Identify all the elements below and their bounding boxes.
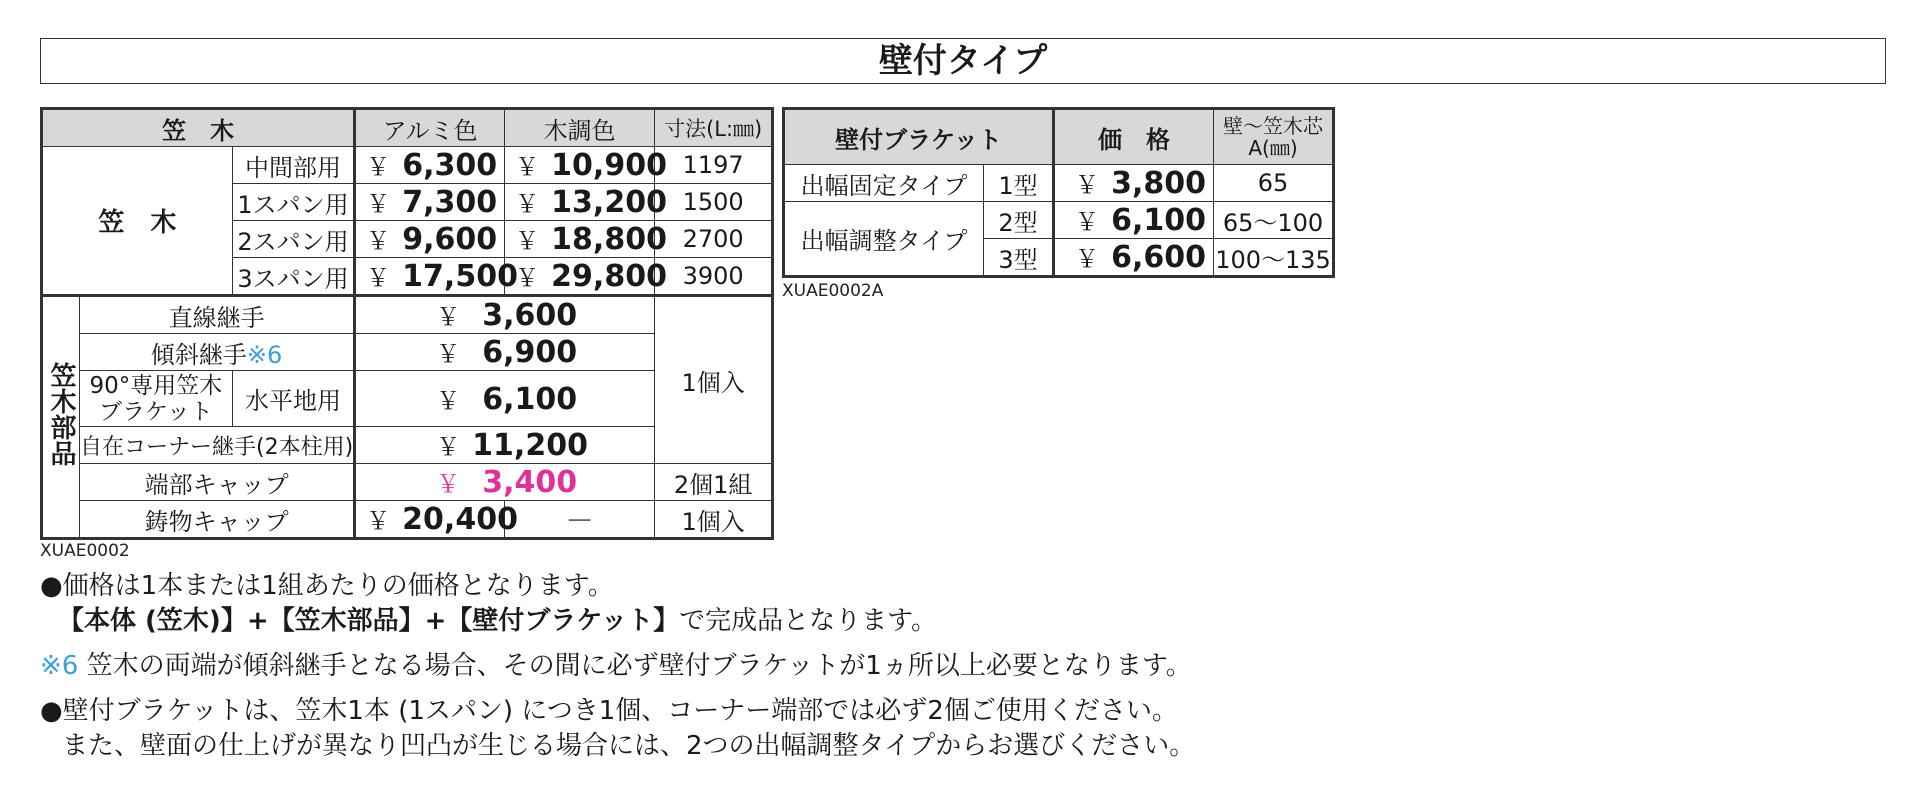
part-keisha-label: 傾斜継手※6 — [80, 334, 355, 371]
yen-sign: ￥ — [436, 386, 461, 415]
dims-value: 1500 — [655, 184, 773, 221]
page-title: 壁付タイプ — [40, 38, 1886, 84]
yen-sign: ￥ — [366, 264, 391, 292]
note-2 — [40, 645, 1192, 682]
price-value: 6,100 — [1111, 203, 1206, 238]
kasagi-group-label: 笠 木 — [42, 147, 233, 296]
note-mark: ※6 — [246, 340, 283, 369]
note-3-line1: ●壁付ブラケットは、笠木1本 (1スパン) につき1個、コーナー端部では必ず2個ご使用ください。 — [40, 696, 1178, 726]
price-value: 6,900 — [482, 335, 578, 370]
part-chubutsu-qty: 1個入 — [655, 501, 773, 539]
yen-sign: ￥ — [366, 153, 391, 181]
yen-sign: ￥ — [436, 340, 461, 368]
header-dims: 寸法(L:㎜) — [655, 109, 773, 147]
bracket-dim: 100～135 — [1214, 239, 1334, 277]
yen-sign: ￥ — [1075, 208, 1099, 236]
dims-value: 3900 — [655, 258, 773, 296]
price-mokucho — [505, 221, 667, 258]
part-jizai-label: 自在コーナー継手(2本柱用) — [80, 427, 355, 464]
part-tanbu-price — [355, 464, 655, 501]
bracket-fixed-name: 出幅固定タイプ — [784, 165, 984, 202]
price-value: 6,600 — [1111, 240, 1206, 275]
price-alumi — [355, 184, 505, 221]
yen-sign: ￥ — [515, 190, 540, 218]
price-alumi — [355, 147, 505, 184]
row-label: 2スパン用 — [232, 221, 354, 258]
bracket-price-table — [782, 107, 1335, 278]
yen-sign: ￥ — [366, 190, 391, 218]
yen-sign: ￥ — [515, 153, 540, 181]
price-value: 17,500 — [402, 259, 518, 294]
price-value: 10,900 — [551, 148, 667, 183]
yen-sign: ￥ — [1075, 245, 1099, 273]
part-chokusen-price — [355, 296, 655, 334]
part-chubutsu-dash: — — [505, 501, 655, 539]
qty-1-box: 1個入 — [655, 296, 773, 464]
row-label: 1スパン用 — [232, 184, 354, 221]
table-code: XUAE0002 — [40, 541, 130, 561]
yen-sign: ￥ — [366, 507, 391, 535]
bracket-type: 3型 — [984, 239, 1054, 277]
header-mokucho: 木調色 — [505, 109, 655, 147]
part-chubutsu-price — [355, 501, 518, 539]
header-kasagi: 笠 木 — [42, 109, 355, 147]
yen-sign: ￥ — [1075, 171, 1099, 199]
bracket-dim: 65～100 — [1214, 202, 1334, 239]
note-formula: 【本体 (笠木)】+【笠木部品】+【壁付ブラケット】 — [58, 606, 680, 636]
price-value: 29,800 — [551, 259, 667, 294]
note-1-line2 — [58, 600, 937, 637]
bracket-header-name: 壁付ブラケット — [784, 109, 1054, 165]
bracket-price — [1054, 165, 1214, 202]
yen-sign: ￥ — [366, 227, 391, 255]
parts-group-label: 笠木部品 — [42, 296, 80, 539]
price-value: 6,100 — [482, 381, 578, 417]
yen-sign: ￥ — [515, 264, 540, 292]
note-3-line2: また、壁面の仕上げが異なり凹凸が生じる場合には、2つの出幅調整タイプからお選びください。 — [62, 731, 1196, 761]
price-value: 7,300 — [402, 185, 498, 220]
note-formula-rest: で完成品となります。 — [679, 606, 938, 636]
row-label: 3スパン用 — [232, 258, 354, 296]
row-label: 中間部用 — [232, 147, 354, 184]
dim-header-line1: 壁～笠木芯 — [1223, 114, 1323, 138]
bracket-adjust-name: 出幅調整タイプ — [784, 202, 984, 277]
yen-sign: ￥ — [436, 433, 461, 461]
part-bracket90-sub: 水平地用 — [232, 371, 354, 427]
bracket-price — [1054, 202, 1214, 239]
part-chokusen-label: 直線継手 — [80, 296, 355, 334]
dims-value: 2700 — [655, 221, 773, 258]
bracket-price — [1054, 239, 1214, 277]
price-value: 6,300 — [402, 148, 498, 183]
yen-sign: ￥ — [436, 470, 461, 498]
yen-sign: ￥ — [515, 227, 540, 255]
part-bracket90-price — [355, 371, 655, 427]
part-chubutsu-label: 鋳物キャップ — [80, 501, 355, 539]
price-value: 13,200 — [551, 185, 667, 220]
price-mokucho — [505, 147, 667, 184]
bracket-header-price: 価 格 — [1054, 109, 1214, 165]
bracket-type: 2型 — [984, 202, 1054, 239]
part-jizai-price — [355, 427, 655, 464]
bracket-dim: 65 — [1214, 165, 1334, 202]
price-value: 3,800 — [1111, 166, 1206, 201]
note-2-text: 笠木の両端が傾斜継手となる場合、その間に必ず壁付ブラケットが1ヵ所以上必要となります。 — [86, 651, 1192, 681]
price-mokucho — [505, 258, 667, 296]
price-alumi — [355, 221, 505, 258]
part-keisha-price — [355, 334, 655, 371]
price-value: 20,400 — [402, 502, 518, 537]
price-mokucho — [505, 184, 667, 221]
note-mark: ※6 — [40, 651, 79, 681]
price-alumi — [355, 258, 518, 296]
part-tanbu-qty: 2個1組 — [655, 464, 773, 501]
note-1-line1: ●価格は1本または1組あたりの価格となります。 — [40, 571, 614, 601]
price-value: 3,400 — [482, 465, 578, 500]
part-tanbu-label: 端部キャップ — [80, 464, 355, 501]
part-bracket90-label: 90°専用笠木ブラケット — [80, 371, 233, 427]
dims-value: 1197 — [655, 147, 773, 184]
price-value: 3,600 — [482, 298, 578, 333]
header-alumi: アルミ色 — [355, 109, 505, 147]
kasagi-price-table — [40, 107, 774, 540]
price-value: 11,200 — [472, 428, 588, 463]
bracket-header-dim — [1214, 109, 1334, 165]
price-value: 18,800 — [551, 222, 667, 257]
yen-sign: ￥ — [436, 303, 461, 331]
bracket-type: 1型 — [984, 165, 1054, 202]
price-value: 9,600 — [402, 222, 498, 257]
dim-header-line2: A(㎜) — [1248, 136, 1298, 160]
bracket-table-code: XUAE0002A — [782, 281, 884, 301]
